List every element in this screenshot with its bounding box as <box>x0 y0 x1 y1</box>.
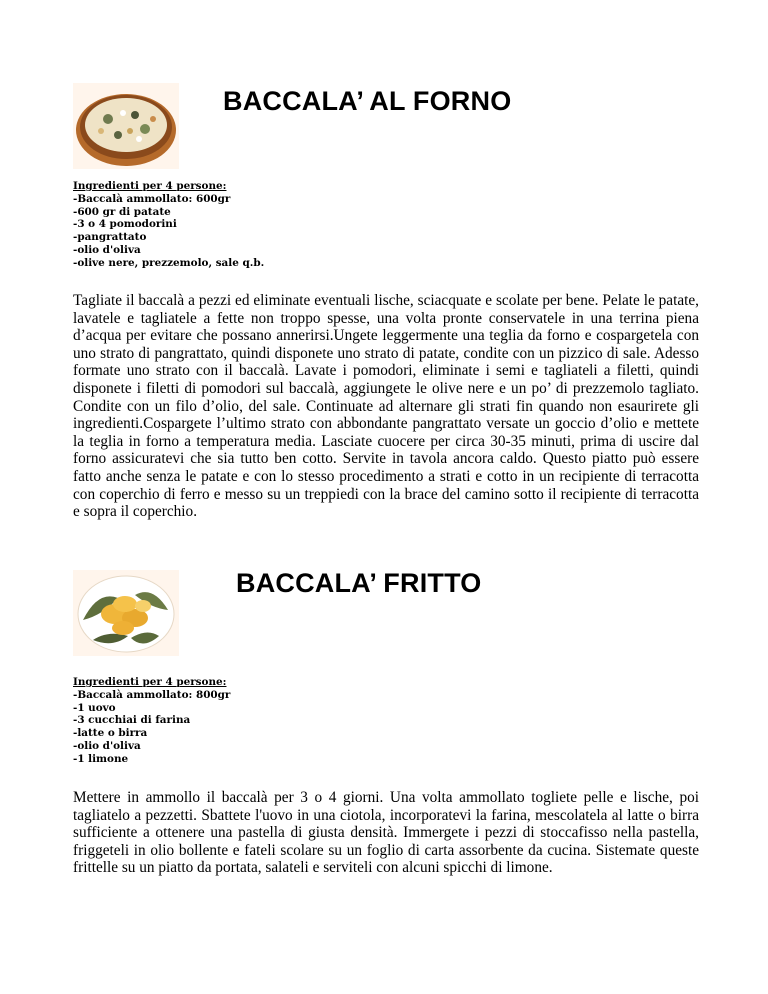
recipe-title: BACCALA’ AL FORNO <box>223 86 512 116</box>
ingredient-item: -olio d'oliva <box>73 739 141 752</box>
recipe-title: BACCALA’ FRITTO <box>236 568 482 598</box>
baked-cod-dish-photo <box>73 83 179 169</box>
ingredients-list <box>73 193 264 270</box>
ingredient-item: -1 limone <box>73 752 129 765</box>
ingredients-header: Ingredienti per 4 persone: <box>73 676 227 688</box>
ingredient-item: -latte o birra <box>73 727 148 740</box>
ingredient-item: -600 gr di patate <box>73 205 171 218</box>
ingredient-item: -3 o 4 pomodorini <box>73 218 177 231</box>
ingredient-item: -Baccalà ammollato: 800gr <box>73 688 231 701</box>
ingredient-item: -pangrattato <box>73 231 147 244</box>
recipe-instructions: Mettere in ammollo il baccalà per 3 o 4 giorni. Una volta ammollato togliete pelle e lische, poi tagliatelo a pezzetti. Sbattete l'uovo in una ciotola, incorporatevi la farina, mescolatela al latte o birra sufficiente a ottenere una pastella di giusta densità. Immergete i pezzi di stoccafisso nella pastella, friggeteli in olio bollente e fateli scolare su un foglio di carta assorbente da cucina. Sistemate queste frittelle su un piatto da portata, salateli e serviteli con alcuni spicchi di limone. <box>73 789 699 877</box>
ingredient-item: -olive nere, prezzemolo, sale q.b. <box>73 256 265 269</box>
ingredients-list <box>73 689 230 766</box>
ingredient-item: -3 cucchiai di farina <box>73 714 191 727</box>
ingredients-block <box>73 180 264 270</box>
recipe-instructions: Tagliate il baccalà a pezzi ed eliminate eventuali lische, sciacquate e scolate per bene. Pelate le patate, lavatele e tagliatele a fette non troppo spesse, una volta pronte conservatele in una terrina piena d’acqua per evitare che possano annerirsi.Ungete leggermente una teglia da forno e cospargetela con uno strato di pangrattato, quindi disponete uno strato di patate, condite con un pizzico di sale. Adesso formate uno strato con il baccalà. Lavate i pomodori, eliminate i semi e tagliateli a filetti, quindi disponete i filetti di pomodori sul baccalà, aggiungete le olive nere e un po’ di prezzemolo tagliato. Condite con un filo d’olio, del sale. Continuate ad alternare gli strati fin quando non esaurirete gli ingredienti.Cospargete l’ultimo strato con abbondante pangrattato versate un goccio d’olio e mettete la teglia in forno a temperatura media. Lasciate cuocere per circa 30-35 minuti, prima di uscire dal forno assicuratevi che sia tutto ben cotto. Servite in tavola ancora caldo. Questo piatto può essere fatto anche senza le patate e con lo stesso procedimento a strati e cotto in un recipiente di terracotta con coperchio di ferro e messo su un treppiedi con la brace del camino sotto il recipiente di terracotta e sopra il coperchio. <box>73 292 699 521</box>
fried-cod-dish-photo <box>73 570 179 656</box>
ingredients-block <box>73 676 230 766</box>
ingredient-item: -olio d'oliva <box>73 243 141 256</box>
baked-dish-illustration <box>73 83 179 169</box>
fried-dish-illustration <box>73 570 179 656</box>
ingredient-item: -Baccalà ammollato: 600gr <box>73 192 231 205</box>
ingredient-item: -1 uovo <box>73 701 116 714</box>
ingredients-header: Ingredienti per 4 persone: <box>73 180 227 192</box>
